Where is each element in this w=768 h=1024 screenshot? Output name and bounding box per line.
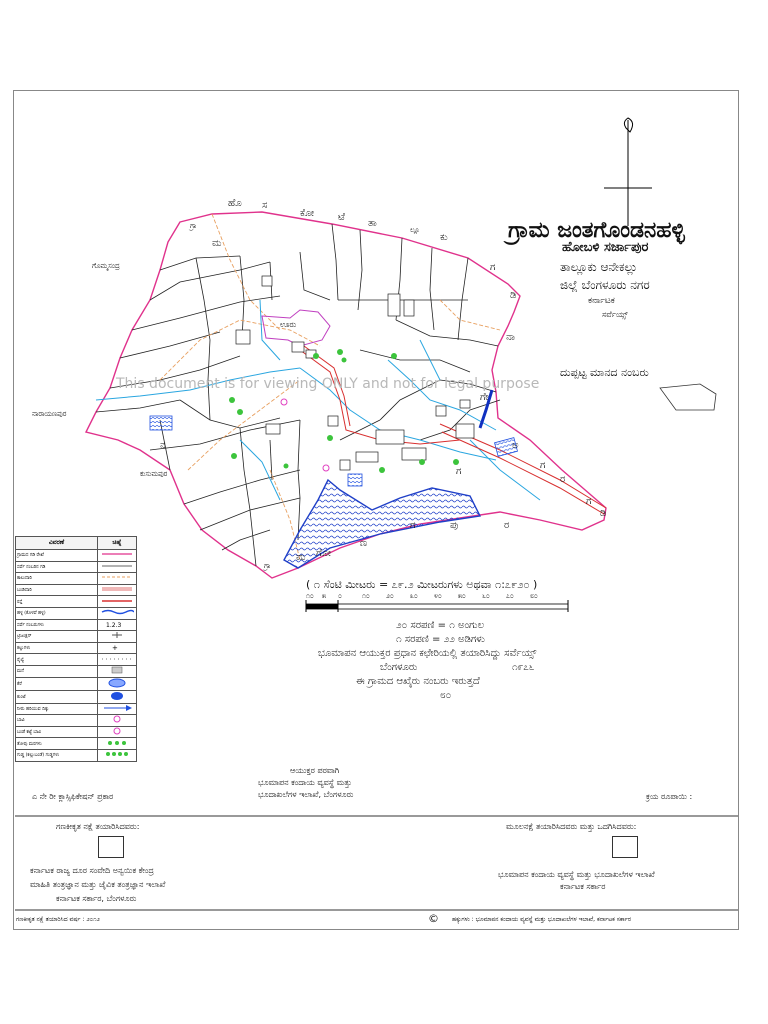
- legend-label: ಗ್ರಾಮದ ಗಡಿ ರೇಖೆ: [16, 550, 98, 562]
- legend-symbol-icon: [98, 584, 137, 596]
- legend-symbol-icon: [98, 677, 137, 690]
- info-line-2: ೧ ಸರಪಣಿ = ೨೨ ಅಡಿಗಳು: [396, 634, 485, 645]
- source-line-2: ಕರ್ನಾಟಕ ಸರ್ಕಾರ: [560, 882, 606, 891]
- border-label: ಗ್ರಾ: [264, 562, 271, 570]
- legend-symbol-icon: [98, 738, 137, 750]
- village-title: ಗ್ರಾಮ ಜಂತಗೊಂಡನಹಳ್ಳಿ: [508, 218, 685, 243]
- digitized-year: ಗಣಕೀಕೃತ ನಕ್ಷೆ ತಯಾರಿಸಿದ ವರ್ಷ : ೨೦೧೨: [16, 916, 100, 923]
- small-tank-center: [348, 474, 362, 486]
- legend-row: [16, 738, 137, 750]
- info-line-6: ಈ ಗ್ರಾಮದ ಆಖೈರು ನಂಬರು ಇರುತ್ತದೆ: [356, 676, 480, 687]
- legend-label: ಸರ್ವೆ ನಂಬರುಗಳು: [16, 619, 98, 631]
- border-label: ಗ: [410, 520, 416, 531]
- legend-symbol-icon: [98, 749, 137, 761]
- survey-number-label: ದುಪ್ಪಟ್ಟ ಮಾನದ ನಂಬರು: [560, 366, 649, 379]
- scale-tick-label: ೬೦: [482, 592, 490, 600]
- detached-survey-plot: [660, 384, 716, 410]
- legend-label: ಬಂಡೆ ಕಟ್ಟೆ ಬಾವಿ: [16, 726, 98, 738]
- scale-tick-label: ೧೦: [362, 592, 370, 600]
- legend-row: [16, 665, 137, 677]
- legend-row: [16, 619, 137, 631]
- legend-row: [16, 631, 137, 643]
- legend-symbol-icon: [98, 690, 137, 703]
- scale-tick-label: ೪೦: [434, 592, 442, 600]
- source-map-heading: ಮೂಲನಕ್ಷೆ ತಯಾರಿಸಿದವರು ಮತ್ತು ಒದಗಿಸಿದವರು:: [506, 822, 637, 831]
- legend-label: ರೈಲ್ವೆ: [16, 654, 98, 666]
- digitizer-line-3: ಕರ್ನಾಟಕ ಸರ್ಕಾರ, ಬೆಂಗಳೂರು: [56, 894, 137, 903]
- legend-symbol-icon: [98, 596, 137, 608]
- border-label: ಡಿ: [510, 290, 517, 301]
- legend-symbol-icon: [98, 607, 137, 619]
- border-label: ಗೋ: [316, 548, 332, 559]
- digitizer-line-1: ಕರ್ನಾಟಕ ರಾಜ್ಯ ದೂರ ಸಂವೇದಿ ಅನ್ವಯಿಕ ಕೇಂದ್ರ: [30, 866, 154, 875]
- border-label: ಮ: [212, 238, 222, 249]
- legend-label: ಮನೆ: [16, 665, 98, 677]
- border-label: ಅ: [512, 440, 519, 451]
- border-label: ಗ: [456, 466, 462, 477]
- well-symbols: [281, 399, 329, 471]
- legend-row: [16, 715, 137, 727]
- legend-label: ಟ್ರಿಜಂಕ್ಷನ್: [16, 631, 98, 643]
- legend-row: [16, 596, 137, 608]
- legend-symbol-icon: [98, 550, 137, 562]
- scale-tick-label: ೭೦: [506, 592, 514, 600]
- authority-line-3: ಭೂದಾಖಲೆಗಳ ಇಲಾಖೆ, ಬೆಂಗಳೂರು: [258, 790, 354, 799]
- hobli-name: ಹೋಬಳಿ ಸರ್ಜಾಪುರ: [562, 240, 649, 255]
- legend-symbol-icon: [98, 619, 137, 631]
- settlement-label: ಊರು: [280, 320, 297, 329]
- legend-row: [16, 690, 137, 703]
- border-label: ಕುಸುಮಪುರ: [140, 470, 168, 478]
- info-line-4: ಬೆಂಗಳೂರು: [380, 662, 418, 673]
- info-line-7: ೮೦: [440, 690, 452, 701]
- legend-header-description: ವಿವರಣೆ: [16, 537, 98, 550]
- legend-symbol-icon: [98, 703, 137, 715]
- legend-symbol-icon: [98, 654, 137, 666]
- source-seal-box: [612, 836, 638, 858]
- legend-label: ಕೆರೆ: [16, 677, 98, 690]
- legend-label: ಕಲ್ಲುಗಳು: [16, 642, 98, 654]
- legend-label: ಕುಂಟೆ: [16, 690, 98, 703]
- scale-tick-label: ೮೦: [530, 592, 538, 600]
- authority-line-2: ಭೂಮಾಪನ ಕಂದಾಯ ವ್ಯವಸ್ಥೆ ಮತ್ತು: [258, 778, 352, 787]
- district-name: ಜಿಲ್ಲೆ ಬೆಂಗಳೂರು ನಗರ: [560, 278, 650, 292]
- source-line-1: ಭೂಮಾಪನ ಕಂದಾಯ ವ್ಯವಸ್ಥೆ ಮತ್ತು ಭೂದಾಖಲೆಗಳ ಇಲಾಖೆ: [498, 870, 655, 879]
- state-name: ಕರ್ನಾಟಕ: [588, 296, 615, 306]
- border-label: ಕೋ: [300, 208, 315, 219]
- legend-symbol-icon: [98, 715, 137, 727]
- info-line-1: ೨೦ ಸರಪಣಿ = ೧ ಅಂಗುಲ: [396, 620, 485, 631]
- taluk-name: ತಾಲ್ಲೂಕು ಆನೇಕಲ್ಲು: [560, 260, 638, 274]
- border-label: ಗ: [540, 460, 546, 471]
- legend-row: [16, 703, 137, 715]
- legend-symbol-icon: [98, 665, 137, 677]
- border-label: ರ: [560, 474, 566, 485]
- legend-label: ರಸ್ತೆ: [16, 596, 98, 608]
- svg-text:+: +: [112, 644, 118, 652]
- border-label: ರ: [504, 520, 510, 531]
- border-label: ಗ್ರಾ: [190, 222, 197, 230]
- copyright-icon: ©: [428, 912, 439, 925]
- scale-tick-label: ೦: [338, 592, 342, 600]
- legend-row: [16, 550, 137, 562]
- reclassification-note: ಎ ನೇ ರೀ ಕ್ಲಾಸ್ಸಿಫಿಕೇಷನ್ ಪ್ರಕಾರ: [32, 792, 114, 801]
- svg-text:1.2.3: 1.2.3: [106, 621, 122, 628]
- legend-symbol-icon: [98, 642, 137, 654]
- legend-label: ಹಳ್ಳ (ಕೊಳವೆ ಹಳ್ಳ): [16, 607, 98, 619]
- legend-row: [16, 642, 137, 654]
- legend-row: [16, 749, 137, 761]
- border-label: ನ: [160, 440, 166, 451]
- scale-tick-label: ೫: [322, 592, 326, 600]
- rights-holder: ಹಕ್ಕುಗಳು : ಭೂಮಾಪನ ಕಂದಾಯ ವ್ಯವಸ್ಥೆ ಮತ್ತು ಭೂದಾಖಲೆಗಳ ಇಲಾಖೆ, ಕರ್ನಾಟಕ ಸರ್ಕಾರ: [452, 916, 632, 923]
- small-tank-west: [150, 416, 172, 430]
- scale-bar: [306, 600, 568, 612]
- digitizer-seal-box: [98, 836, 124, 858]
- border-label: ಹೊ: [228, 198, 242, 209]
- legend-label: ಬಂಡಿದಾರಿ: [16, 584, 98, 596]
- legend-row: [16, 561, 137, 573]
- border-label: ನಾ: [506, 332, 516, 343]
- border-label: ತಾ: [368, 218, 377, 229]
- legend-label: ಬಾವಿ: [16, 715, 98, 727]
- border-label: ಮ: [296, 552, 306, 563]
- legend-label: ತೋಪು ಮರಗಳು: [16, 738, 98, 750]
- legend-row: [16, 573, 137, 585]
- legend-symbol-icon: [98, 631, 137, 643]
- scale-ratio: ( ೧ ಸೆಂಟಿ ಮೀಟರು = ೭೯.೨ ಮೀಟರುಗಳು ಅಥವಾ ೧:೭೯೨೦ ): [306, 578, 538, 591]
- legend-symbol-icon: [98, 573, 137, 585]
- legend-row: [16, 677, 137, 690]
- info-line-3: ಭೂಮಾಪನ ಆಯುಕ್ತರ ಪ್ರಧಾನ ಕಛೇರಿಯಲ್ಲಿ ತಯಾರಿಸಿದ್ದು ಸರ್ವೆಯ್ಸ್: [318, 648, 537, 659]
- legend-row: [16, 584, 137, 596]
- border-label: ಪು: [450, 520, 459, 531]
- scale-tick-label: ೫೦: [458, 592, 466, 600]
- legend-symbol-icon: [98, 561, 137, 573]
- legend-row: [16, 607, 137, 619]
- price-label: ಕ್ರಯ ರೂಪಾಯಿ :: [646, 792, 693, 801]
- legend-label: ಕಾಲುದಾರಿ: [16, 573, 98, 585]
- border-label: ಗೇ: [480, 392, 489, 403]
- border-label: ನಾರಾಯಣಪುರ: [32, 410, 67, 418]
- scale-tick-label: ೩೦: [410, 592, 418, 600]
- border-label: ಲ್ಲೂ: [410, 226, 420, 234]
- info-line-5: ೧೯೭೬: [512, 662, 535, 673]
- authority-line-1: ಆಯುಕ್ತರ ಪರವಾಗಿ: [290, 766, 340, 775]
- watermark-text: This document is for viewing ONLY and not for legal purpose: [116, 376, 540, 392]
- border-label: ಟೆ: [338, 212, 345, 223]
- border-label: ಕು: [440, 232, 448, 243]
- border-label: ಗೊಮ್ಮಸಂದ್ರ: [92, 262, 120, 270]
- digitized-by-heading: ಗಣಕೀಕೃತ ನಕ್ಷೆ ತಯಾರಿಸಿದವರು:: [56, 822, 140, 831]
- digitizer-line-2: ಮಾಹಿತಿ ತಂತ್ರಜ್ಞಾನ ಮತ್ತು ಜೈವಿಕ ತಂತ್ರಜ್ಞಾನ ಇಲಾಖೆ: [30, 880, 166, 889]
- legend-label: ಗುಡ್ಡ (ಕಲ್ಲುಬಂಡೆ) ಗುಡ್ಡಗಳು: [16, 749, 98, 761]
- legend-symbol-icon: [98, 726, 137, 738]
- north-arrow-icon: [604, 118, 652, 226]
- scale-tick-label: ೨೦: [386, 592, 394, 600]
- department-name: ಸರ್ವೆಯ್ಸ್: [602, 310, 628, 319]
- legend-row: [16, 726, 137, 738]
- border-label: ಣ: [360, 538, 368, 549]
- scale-tick-label: ೧೦: [306, 592, 314, 600]
- building-cluster: [236, 276, 474, 470]
- border-label: ಡಿ: [600, 508, 607, 519]
- legend-header-symbol: ಚಿಹ್ನೆ: [98, 537, 137, 550]
- map-legend: [15, 536, 137, 759]
- legend-label: ನೀರು ಹರಿಯುವ ದಿಕ್ಕು: [16, 703, 98, 715]
- legend-label: ಸರ್ವೆ ನಂಬರಿನ ಗಡಿ: [16, 561, 98, 573]
- border-label: ಗ: [490, 262, 496, 273]
- border-label: ಸ: [262, 200, 268, 211]
- legend-row: [16, 654, 137, 666]
- border-label: ಗ: [586, 496, 592, 507]
